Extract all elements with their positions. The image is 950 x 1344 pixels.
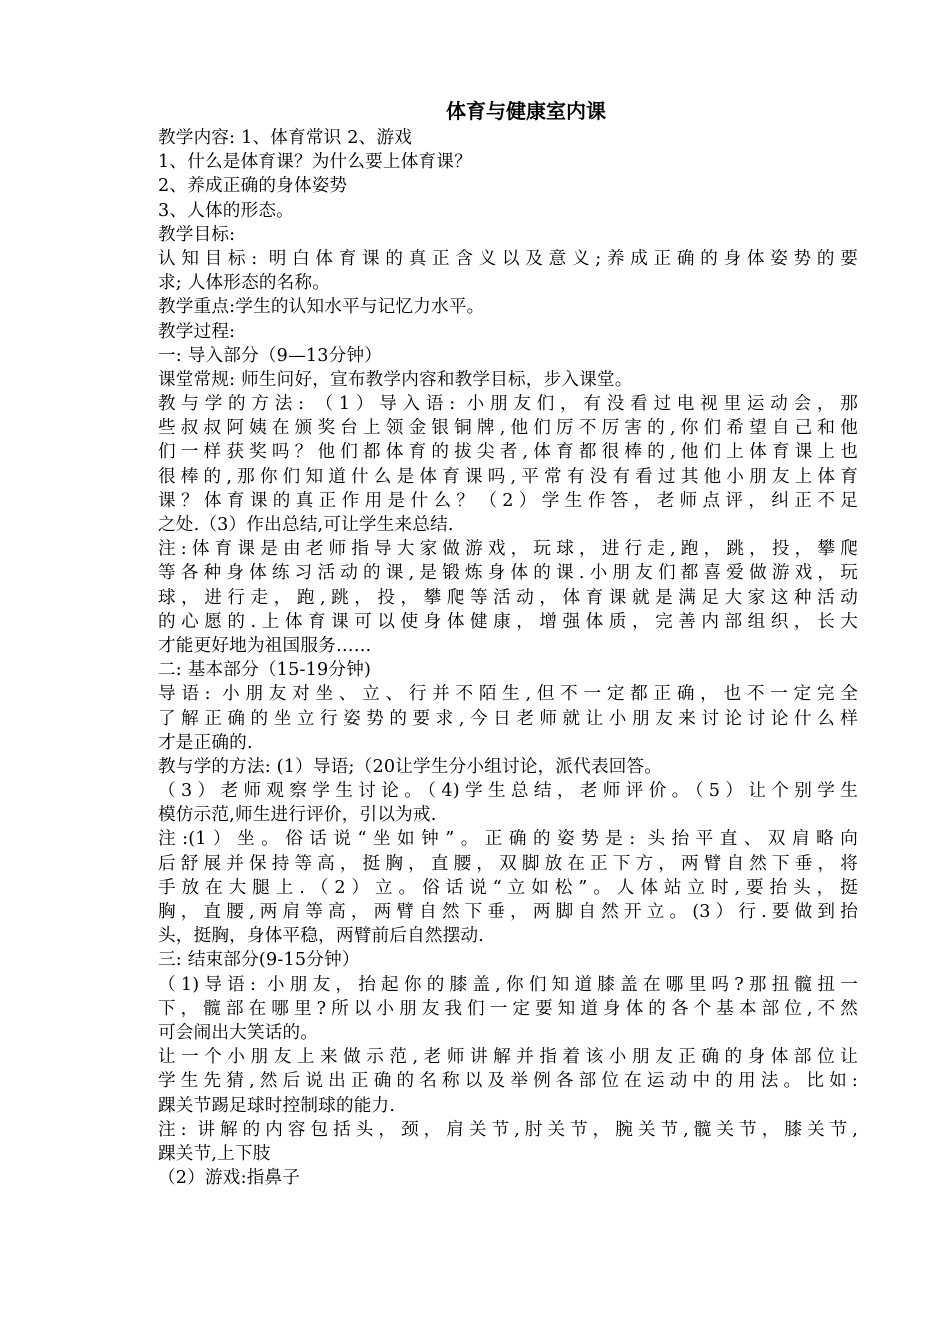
text-line: 课？体育课的真正作用是什么？（2）学生作答，老师点评，纠正不足 <box>158 490 858 511</box>
text-line: 三: 结束部分(9-15分钟） <box>158 950 360 971</box>
text-line: 等各种身体练习活动的课,是锻炼身体的课.小朋友们都喜爱做游戏，玩 <box>158 563 858 584</box>
text-line: 导语: 小朋友对坐、立、行并不陌生,但不一定都正确，也不一定完全 <box>158 684 858 705</box>
text-line: 认知目标: 明白体育课的真正含义以及意义;养成正确的身体姿势的要 <box>158 248 858 269</box>
text-line: 教学内容: 1、体育常识 2、游戏 <box>158 128 413 148</box>
text-line: 踝关节,上下肢 <box>158 1143 271 1164</box>
text-line: 球，进行走，跑,跳，投，攀爬等活动，体育课就是满足大家这种活动 <box>158 587 858 608</box>
text-line: 注: 讲解的内容包括头，颈，肩关节,肘关节，腕关节,髋关节，膝关节, <box>158 1119 858 1140</box>
text-line: 手放在大腿上.（2）立。俗话说“立如松”。人体站立时,要抬头，挺 <box>158 877 858 898</box>
text-line: 教学过程: <box>158 321 236 342</box>
text-line: 的心愿的.上体育课可以使身体健康，增强体质，完善内部组织，长大 <box>158 611 858 632</box>
document-title: 体育与健康室内课 <box>446 99 606 123</box>
text-line: 课堂常规: 师生问好，宣布教学内容和教学目标，步入课堂。 <box>158 369 633 390</box>
text-line: （1)导语: 小朋友，抬起你的膝盖,你们知道膝盖在哪里吗?那扭髋扭一 <box>158 974 858 995</box>
text-line: 才能更好地为祖国服务…… <box>158 635 372 656</box>
text-line: 才是正确的. <box>158 732 253 753</box>
text-line: 模仿示范,师生进行评价，引以为戒. <box>158 805 437 826</box>
text-line: 后舒展并保持等高，挺胸，直腰，双脚放在正下方，两臂自然下垂，将 <box>158 853 858 874</box>
text-line: 踝关节踢足球时控制球的能力. <box>158 1095 396 1116</box>
text-line: 二: 基本部分（15-19分钟) <box>158 660 372 681</box>
text-line: 下，髋部在哪里?所以小朋友我们一定要知道身体的各个基本部位,不然 <box>158 998 858 1019</box>
text-line: 教学重点:学生的认知水平与记忆力水平。 <box>158 297 485 318</box>
text-line: 了解正确的坐立行姿势的要求,今日老师就让小朋友来讨论讨论什么样 <box>158 708 858 729</box>
text-line: 教学目标: <box>158 224 236 245</box>
text-line: 很棒的,那你们知道什么是体育课吗,平常有没有看过其他小朋友上体育 <box>158 466 858 487</box>
document-page <box>158 96 858 1190</box>
text-line: 2、养成正确的身体姿势 <box>158 176 348 197</box>
text-line: 一: 导入部分（9—13分钟） <box>158 345 383 366</box>
text-line: （3）老师观察学生讨论。（4)学生总结，老师评价。（5）让个别学生 <box>158 781 858 802</box>
text-line: 3、人体的形态。 <box>158 200 294 221</box>
text-line: 之处.（3）作出总结,可让学生来总结. <box>158 515 454 535</box>
text-line: 头，挺胸，身体平稳，两臂前后自然摆动. <box>158 926 485 947</box>
text-line: 注:(1）坐。俗话说“坐如钟”。正确的姿势是: 头抬平直、双肩略向 <box>158 829 858 850</box>
text-line: 教与学的方法: (1）导语;（20让学生分小组讨论，派代表回答。 <box>158 756 663 777</box>
text-line: 些叔叔阿姨在颁奖台上领金银铜牌,他们厉不厉害的,你们希望自己和他 <box>158 418 858 439</box>
text-line: 们一样获奖吗？他们都体育的拔尖者,体育都很棒的,他们上体育课上也 <box>158 442 858 463</box>
text-line: （2）游戏:指鼻子 <box>158 1168 301 1189</box>
text-line: 可会闹出大笑话的。 <box>158 1022 319 1043</box>
text-line: 学生先猜,然后说出正确的名称以及举例各部位在运动中的用法。比如: <box>158 1071 858 1092</box>
text-line: 让一个小朋友上来做示范,老师讲解并指着该小朋友正确的身体部位让 <box>158 1047 858 1068</box>
text-line: 求; 人体形态的名称。 <box>158 273 331 294</box>
document-body <box>158 126 858 1190</box>
text-line: 1、什么是体育课？为什么要上体育课？ <box>158 152 472 173</box>
text-line: 教与学的方法: （1）导入语: 小朋友们，有没看过电视里运动会，那 <box>158 394 858 415</box>
text-line: 注:体育课是由老师指导大家做游戏，玩球，进行走,跑，跳，投，攀爬 <box>158 539 858 560</box>
text-line: 胸，直腰,两肩等高，两臂自然下垂，两脚自然开立。(3）行.要做到抬 <box>158 902 858 922</box>
